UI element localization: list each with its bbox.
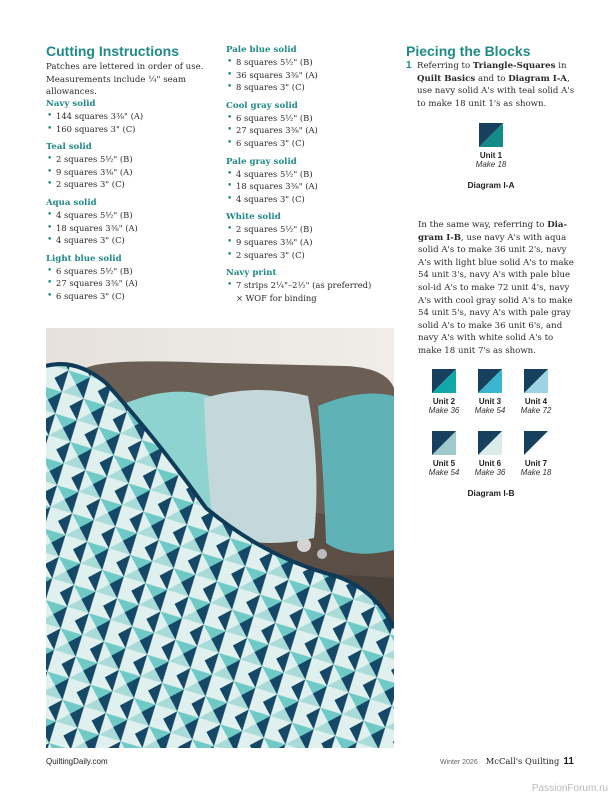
diagram-b-unit — [422, 431, 466, 477]
diagram-a-label: Diagram I-A — [467, 180, 515, 190]
footer-site: QuiltingDaily.com — [46, 757, 108, 766]
piecing-paragraph-2: In the same way, referring to Dia-gram I-B, use navy A's with aqua solid A's to make 36 unit 2's, navy A's with light blue solid A's to make 54 unit 3's, navy A's with pale blue sol-id A's to make 72 unit 4's, navy A's with cool gray solid A's to make 54 unit 5's, navy A's with pale gray solid A's to make 36 unit 6's, and navy A's with white solid A's to make 18 unit 7's as shown. — [418, 220, 574, 356]
triangle-square-icon — [478, 431, 502, 455]
cutting-group-teal — [46, 141, 216, 191]
unit-make: Make 36 — [474, 468, 506, 477]
diagram-a-unit-1 — [466, 123, 516, 169]
list-item: • 4 squares 5½" (B) — [46, 209, 216, 222]
diagram-b-unit — [514, 431, 558, 477]
unit-make: Make 36 — [428, 406, 460, 415]
list-item: • 18 squares 3⅜" (A) — [46, 222, 216, 235]
unit-make: Make 18 — [520, 468, 552, 477]
cutting-group-navy — [46, 98, 216, 135]
cutting-group-light-blue — [46, 253, 216, 303]
quilt-photo — [46, 328, 394, 748]
cutting-group-cool-gray — [226, 100, 396, 150]
list-item: • 9 squares 3⅜" (A) — [46, 166, 216, 179]
list-item: • 8 squares 5½" (B) — [226, 56, 396, 69]
list-item: • 160 squares 3" (C) — [46, 123, 216, 136]
unit-make: Make 54 — [474, 406, 506, 415]
group-title: White solid — [226, 212, 281, 223]
group-title: Pale blue solid — [226, 45, 297, 55]
cutting-group-white — [226, 211, 396, 261]
footer-issue: Winter 2026 — [439, 759, 478, 766]
diagram-b-unit — [422, 369, 466, 415]
step-number: 1 — [406, 60, 412, 71]
group-title: Pale gray solid — [226, 156, 297, 167]
triangle-square-icon — [432, 431, 456, 455]
unit-name: Unit 5 — [432, 459, 456, 468]
list-item: • 9 squares 3⅜" (A) — [226, 236, 396, 249]
list-item: • 4 squares 3" (C) — [226, 193, 396, 206]
list-item: • 144 squares 3⅜" (A) — [46, 110, 216, 123]
page-number: 11 — [563, 756, 574, 767]
list-item: • 7 strips 2¼"–2½" (as preferred) — [226, 279, 396, 292]
unit-name: Unit 2 — [432, 397, 456, 406]
diagram-b-unit — [514, 369, 558, 415]
triangle-square-icon — [479, 123, 503, 147]
group-title: Aqua solid — [46, 197, 97, 208]
unit-make: Make 18 — [475, 160, 507, 169]
piecing-heading: Piecing the Blocks — [406, 43, 531, 59]
footer-right — [440, 756, 574, 767]
list-item: • 6 squares 5½" (B) — [226, 112, 396, 125]
group-title: Cool gray solid — [226, 100, 298, 111]
list-item: • 4 squares 3" (C) — [46, 234, 216, 247]
list-item: • 18 squares 3⅜" (A) — [226, 180, 396, 193]
list-item: • 36 squares 3⅜" (A) — [226, 69, 396, 82]
list-item: • 2 squares 5½" (B) — [226, 223, 396, 236]
triangle-square-icon — [524, 431, 548, 455]
group-title: Light blue solid — [46, 253, 122, 264]
cutting-group-pale-blue — [226, 44, 396, 94]
triangle-square-icon — [478, 369, 502, 393]
list-item: • 4 squares 5½" (B) — [226, 168, 396, 181]
group-title: Navy print — [226, 268, 277, 279]
cutting-group-pale-gray — [226, 156, 396, 206]
diagram-b-label: Diagram I-B — [467, 488, 515, 498]
list-item: • 8 squares 3" (C) — [226, 81, 396, 94]
triangle-square-icon — [432, 369, 456, 393]
unit-name: Unit 7 — [524, 459, 548, 468]
list-item-continued: × WOF for binding — [236, 292, 317, 303]
unit-name: Unit 4 — [524, 397, 548, 406]
unit-name: Unit 3 — [478, 397, 502, 406]
list-item: • 6 squares 3" (C) — [226, 137, 396, 150]
unit-name: Unit 1 — [479, 151, 503, 160]
watermark: PassionForum.ru — [531, 783, 608, 794]
list-item: • 2 squares 3" (C) — [226, 249, 396, 262]
unit-make: Make 54 — [428, 468, 460, 477]
quilt-on-sofa-image — [46, 328, 394, 748]
list-item: • 27 squares 3⅜" (A) — [46, 277, 216, 290]
unit-name: Unit 6 — [478, 459, 502, 468]
group-title: Teal solid — [46, 142, 92, 153]
list-item: • 2 squares 3" (C) — [46, 178, 216, 191]
list-item: • 6 squares 5½" (B) — [46, 265, 216, 278]
diagram-b-unit — [468, 431, 512, 477]
triangle-square-icon — [524, 369, 548, 393]
cutting-group-navy-print — [226, 267, 396, 304]
diagram-b-unit — [468, 369, 512, 415]
list-item: • 2 squares 5½" (B) — [46, 153, 216, 166]
cutting-column-1 — [46, 98, 216, 309]
list-item: • 27 squares 3⅜" (A) — [226, 124, 396, 137]
step-text: Referring to Triangle-Squares in Quilt Basics and to Diagram I-A, use navy solid A's with teal solid A's to make 18 unit 1's as shown. — [417, 61, 575, 109]
cutting-group-aqua — [46, 197, 216, 247]
step-1 — [406, 60, 576, 110]
cutting-heading: Cutting Instructions — [46, 43, 179, 59]
group-title: Navy solid — [46, 99, 96, 109]
unit-make: Make 72 — [520, 406, 552, 415]
cutting-intro: Patches are lettered in order of use. Measurements include ¼" seam allowances. — [46, 62, 204, 97]
cutting-column-2 — [226, 44, 396, 310]
footer-magazine: McCall's Quilting — [485, 756, 560, 766]
list-item: • 6 squares 3" (C) — [46, 290, 216, 303]
